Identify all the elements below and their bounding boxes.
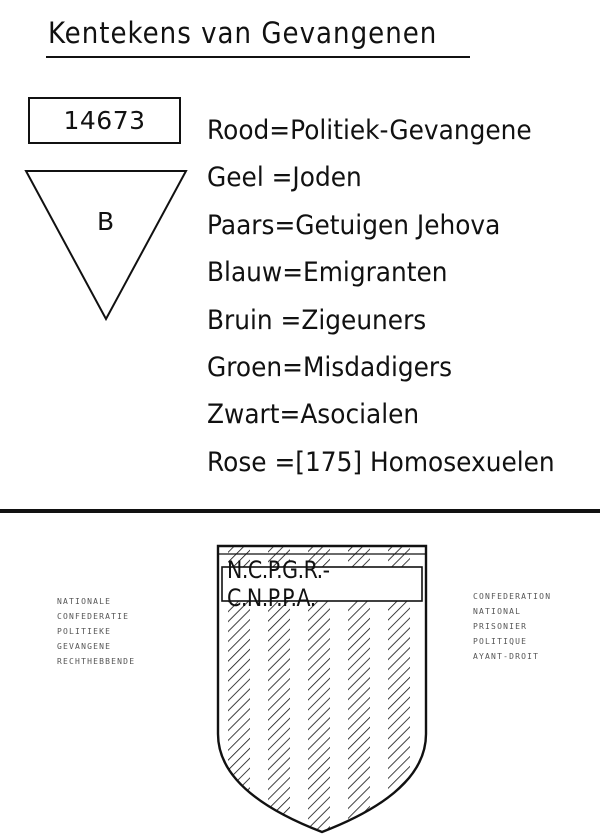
emblem-left-line: RECHTHEBBENDE (57, 657, 136, 666)
emblem-left-line: CONFEDERATIE (57, 612, 130, 621)
color-legend (207, 107, 585, 486)
emblem-left-line: NATIONALE (57, 597, 112, 606)
emblem-left-line: POLITIEKE (57, 627, 112, 636)
emblem-right-line: CONFEDERATION (473, 592, 552, 601)
legend-item: Rose =[175] Homosexuelen (207, 446, 555, 478)
legend-item: Groen=Misdadigers (207, 351, 453, 383)
emblem-right-line: AYANT-DROIT (473, 652, 540, 661)
legend-item: Zwart=Asocialen (207, 399, 420, 431)
legend-item: Paars=Getuigen Jehova (207, 209, 501, 241)
emblem-left-line: GEVANGENE (57, 642, 112, 651)
emblem-right-line: PRISONIER (473, 622, 528, 631)
emblem-right-line: POLITIQUE (473, 637, 528, 646)
prisoner-number-box: 14673 (28, 97, 181, 144)
emblem-left-text (57, 594, 135, 669)
title-underline (46, 56, 470, 58)
page-title: Kentekens van Gevangenen (48, 16, 438, 50)
triangle-badge-icon (24, 169, 188, 321)
legend-item: Blauw=Emigranten (207, 257, 448, 289)
shield-label: N.C.P.G.R.-C.N.P.P.A. (227, 556, 330, 612)
emblem-right-text (473, 589, 551, 664)
section-divider (0, 509, 600, 513)
emblem-right-line: NATIONAL (473, 607, 522, 616)
legend-item: Bruin =Zigeuners (207, 304, 427, 336)
legend-item: Geel =Joden (207, 162, 362, 194)
legend-item: Rood=Politiek-Gevangene (207, 115, 532, 146)
triangle-letter: B (97, 207, 115, 236)
